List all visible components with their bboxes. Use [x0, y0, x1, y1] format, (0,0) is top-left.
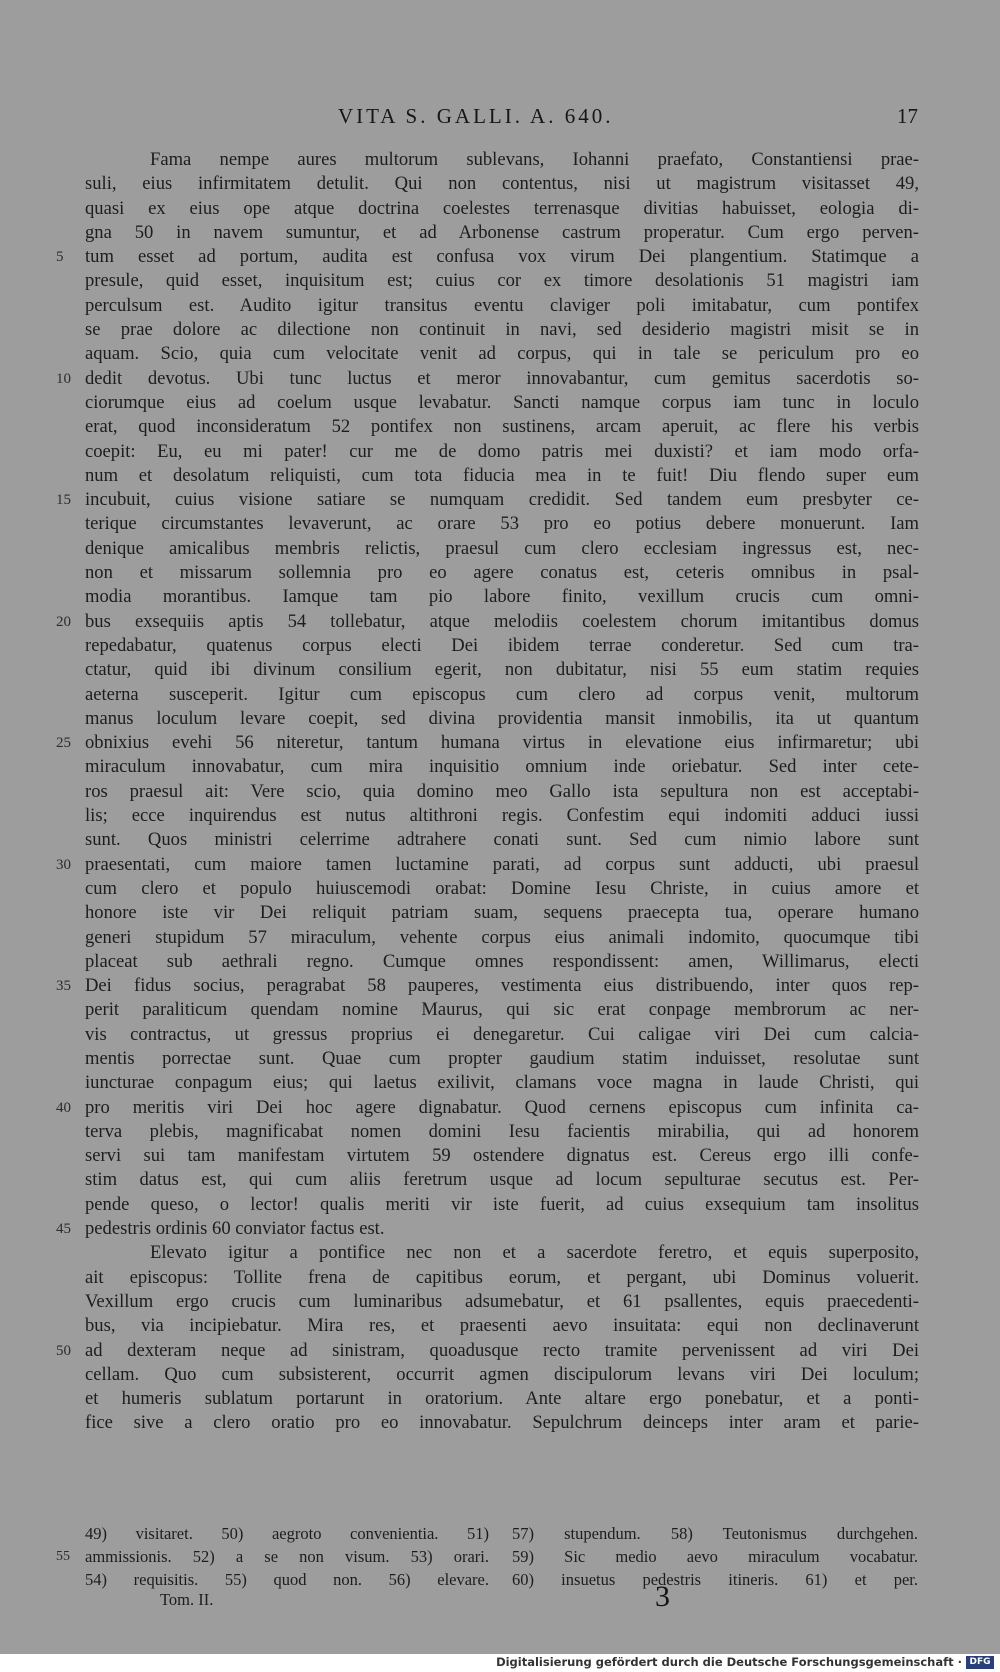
text-line	[0, 707, 1000, 731]
line-text: coepit: Eu, eu mi pater! cur me de domo patris mei duxisti? et iam modo orfa-	[85, 440, 919, 462]
text-line	[0, 512, 1000, 536]
line-text: placeat sub aethrali regno. Cumque omnes respondissent: amen, Willimarus, electi	[85, 950, 919, 972]
line-text: manus loculum levare coepit, sed divina providentia mansit inmobilis, ita ut quantum	[85, 707, 919, 729]
line-text: Vexillum ergo crucis cum luminaribus adsumebatur, et 61 psallentes, equis praecedenti-	[85, 1290, 919, 1312]
line-text: mentis porrectae sunt. Quae cum propter gaudium statim induisset, resolutae sunt	[85, 1047, 919, 1069]
line-text: pro meritis viri Dei hoc agere dignabatur. Quod cernens episcopus cum infinita ca-	[85, 1096, 919, 1118]
text-line	[0, 585, 1000, 609]
text-line	[0, 197, 1000, 221]
line-text: perculsum est. Audito igitur transitus eventu claviger poli imitabatur, cum pontifex	[85, 294, 919, 316]
text-line	[0, 172, 1000, 196]
text-line	[0, 780, 1000, 804]
line-text: ad dexteram neque ad sinistram, quoadusque recto tramite pervenissent ad viri Dei	[85, 1339, 919, 1361]
text-line	[0, 537, 1000, 561]
line-text: se prae dolore ac dilectione non continuit in navi, sed desiderio magistri misit se in	[85, 319, 919, 341]
line-text: quasi ex eius ope atque doctrina coelestes terrenasque divitias habuisset, eologia di-	[85, 197, 919, 219]
text-line	[0, 1168, 1000, 1192]
line-text: honore iste vir Dei reliquit patriam suam, sequens praecepta tua, operare humano	[85, 902, 919, 924]
line-text: Elevato igitur a pontifice nec non et a sacerdote feretro, et equis superposito,	[150, 1242, 919, 1264]
footnote-right: 59) Sic medio aevo miraculum vocabatur.	[512, 1547, 918, 1566]
line-text: perit paraliticum quendam nomine Maurus, qui sic erat conpage membrorum ac ner-	[85, 999, 919, 1021]
text-line	[0, 148, 1000, 172]
line-text: praesentati, cum maiore tamen luctamine parati, ad corpus sunt adducti, ubi praesul	[85, 853, 919, 875]
text-line	[0, 391, 1000, 415]
line-text: Dei fidus socius, peragrabat 58 pauperes, vestimenta eius distribuendo, inter quos rep-	[85, 975, 919, 997]
footnote-line	[0, 1545, 1000, 1568]
text-line	[0, 683, 1000, 707]
text-line	[0, 1071, 1000, 1095]
line-text: presule, quid esset, inquisitum est; cuius cor ex timore desolationis 51 magistri iam	[85, 270, 919, 292]
text-line	[0, 1339, 1000, 1363]
line-text: incubuit, cuius visione satiare se numquam credidit. Sed tandem eum presbyter ce-	[85, 489, 919, 511]
text-line	[0, 1023, 1000, 1047]
line-text: obnixius evehi 56 niteretur, tantum humana virtus in elevatione eius infirmaretur; ubi	[85, 732, 919, 754]
signature-mark: 3	[655, 1580, 670, 1613]
footnote-right: 57) stupendum. 58) Teutonismus durchgehen.	[512, 1524, 918, 1543]
line-text: modia morantibus. Iamque tam pio labore finito, vexillum crucis cum omni-	[85, 586, 919, 608]
line-text: denique amicalibus membris relictis, praesul cum clero ecclesiam ingressus est, nec-	[85, 537, 919, 559]
line-text: et humeris sublatum portarunt in oratorium. Ante altare ergo ponebatur, et a ponti-	[85, 1388, 919, 1410]
line-text: terva plebis, magnificabat nomen domini Iesu facientis mirabilia, qui ad honorem	[85, 1120, 919, 1142]
line-number: 50	[56, 1342, 71, 1359]
line-text: non et missarum sollemnia pro eo agere conatus est, ceteris omnibus in psal-	[85, 562, 919, 584]
digitization-footer	[0, 1654, 1000, 1672]
line-number: 30	[56, 856, 71, 873]
text-line	[0, 828, 1000, 852]
line-text: cellam. Quo cum subsisterent, occurrit agmen discipulorum levans viri Dei loculum;	[85, 1363, 919, 1385]
text-line	[0, 1266, 1000, 1290]
line-number: 5	[56, 249, 64, 266]
line-text: miraculum innovabatur, cum mira inquisitio omnium inde oriebatur. Sed inter cete-	[85, 756, 919, 778]
line-text: sunt. Quos ministri celerrime adtrahere conati sunt. Sed cum nimio labore sunt	[85, 829, 919, 851]
line-text: ctatur, quid ibi divinum consilium egerit, non dubitatur, nisi 55 eum statim requies	[85, 659, 919, 681]
line-text: erat, quod inconsideratum 52 pontifex non sustinens, arcam aperuit, ac flere his verbis	[85, 416, 919, 438]
text-line	[0, 1363, 1000, 1387]
footnote-right: 60) insuetus pedestris itineris. 61) et per.	[512, 1570, 918, 1589]
line-text: cum clero et populo huiuscemodi orabat: Domine Iesu Christe, in cuius amore et	[85, 877, 919, 899]
line-number: 15	[56, 492, 71, 509]
line-number: 35	[56, 978, 71, 995]
text-line	[0, 658, 1000, 682]
text-line	[0, 221, 1000, 245]
line-text: pende queso, o lector! qualis meriti vir iste fuerit, ad cuius exsequium tam insolitus	[85, 1193, 919, 1215]
footnote-line	[0, 1568, 1000, 1591]
line-text: pedestris ordinis 60 conviator factus est.	[85, 1218, 385, 1240]
line-text: ros praesul ait: Vere scio, quia domino meo Gallo ista sepultura non est acceptabi-	[85, 780, 919, 802]
text-line	[0, 634, 1000, 658]
line-text: Fama nempe aures multorum sublevans, Iohanni praefato, Constantiensi prae-	[150, 149, 919, 170]
text-line	[0, 318, 1000, 342]
line-text: servi sui tam manifestam virtutem 59 ostendere dignatus est. Cereus ergo illi confe-	[85, 1145, 919, 1167]
text-line	[0, 1217, 1000, 1241]
text-line	[0, 488, 1000, 512]
line-text: ait episcopus: Tollite frena de capitibus eorum, et pergant, ubi Dominus voluerit.	[85, 1266, 919, 1288]
text-line	[0, 974, 1000, 998]
text-line	[0, 1387, 1000, 1411]
line-number: 40	[56, 1099, 71, 1116]
line-text: vis contractus, ut gressus proprius ei denegaretur. Cui caligae viri Dei cum calcia-	[85, 1023, 919, 1045]
line-text: aeterna susceperit. Igitur cum episcopus cum clero ad corpus venit, multorum	[85, 683, 919, 705]
text-line	[0, 950, 1000, 974]
line-text: num et desolatum reliquisti, cum tota fiducia mea in te fuit! Diu flendo super eum	[85, 464, 919, 486]
line-text: fice sive a clero oratio pro eo innovabatur. Sepulchrum deinceps inter aram et parie-	[85, 1412, 919, 1434]
text-line	[0, 1096, 1000, 1120]
text-line	[0, 1047, 1000, 1071]
line-number: 20	[56, 613, 71, 630]
line-text: ciorumque eius ad coelum usque levabatur. Sancti namque corpus iam tunc in loculo	[85, 391, 919, 413]
page-number: 17	[897, 104, 918, 128]
line-text: iuncturae conpagum eius; qui laetus exilivit, clamans voce magna in laude Christi, qui	[85, 1072, 919, 1094]
text-line	[0, 901, 1000, 925]
text-line	[0, 342, 1000, 366]
text-line	[0, 755, 1000, 779]
running-title: VITA S. GALLI. A. 640.	[338, 104, 614, 128]
line-text: suli, eius infirmitatem detulit. Qui non contentus, nisi ut magistrum visitasset 49,	[85, 173, 919, 195]
text-line	[0, 245, 1000, 269]
text-line	[0, 610, 1000, 634]
line-text: bus exsequiis aptis 54 tollebatur, atque melodiis coelestem chorum imitantibus domus	[85, 610, 919, 632]
line-text: tum esset ad portum, audita est confusa vox virum Dei plangentium. Statimque a	[85, 246, 919, 268]
text-line	[0, 731, 1000, 755]
text-line	[0, 294, 1000, 318]
line-text: bus, via incipiebatur. Mira res, et praesenti aevo insuitata: equi non declinaverunt	[85, 1315, 919, 1337]
footnote-left: 49) visitaret. 50) aegroto convenientia. 51)	[85, 1524, 489, 1543]
text-line	[0, 926, 1000, 950]
text-line	[0, 367, 1000, 391]
text-line	[0, 877, 1000, 901]
line-number: 10	[56, 370, 71, 387]
text-line	[0, 1144, 1000, 1168]
text-line	[0, 853, 1000, 877]
text-line	[0, 1411, 1000, 1435]
body-text	[0, 148, 1000, 1436]
line-text: generi stupidum 57 miraculum, vehente corpus eius animali indomito, quocumque tibi	[85, 926, 919, 948]
line-text: lis; ecce inquirendus est nutus altithroni regis. Confestim equi indomiti adduci iussi	[85, 805, 919, 827]
text-line	[0, 1193, 1000, 1217]
line-text: gna 50 in navem sumuntur, et ad Arbonense castrum properatur. Cum ergo perven-	[85, 221, 919, 243]
footnotes	[0, 1522, 1000, 1591]
line-text: dedit devotus. Ubi tunc luctus et meror innovabantur, cum gemitus sacerdotis so-	[85, 367, 919, 389]
line-text: stim datus est, qui cum aliis feretrum usque ad locum sepulturae secutus est. Per-	[85, 1169, 919, 1191]
line-text: repedabatur, quatenus corpus electi Dei ibidem terrae conderetur. Sed cum tra-	[85, 634, 919, 656]
line-text: aquam. Scio, quia cum velocitate venit ad corpus, qui in tale se periculum pro eo	[85, 343, 919, 365]
text-line	[0, 1314, 1000, 1338]
line-text: terique circumstantes levaverunt, ac orare 53 pro eo potius debere monuerunt. Iam	[85, 513, 919, 535]
page-header	[83, 104, 918, 130]
text-line	[0, 1290, 1000, 1314]
text-line	[0, 269, 1000, 293]
text-line	[0, 561, 1000, 585]
text-line	[0, 804, 1000, 828]
footnote-left: 54) requisitis. 55) quod non. 56) elevare.	[85, 1570, 489, 1589]
text-line	[0, 464, 1000, 488]
footnote-left: ammissionis. 52) a se non visum. 53) orari.	[85, 1547, 489, 1566]
text-line	[0, 1120, 1000, 1144]
line-number: 55	[56, 1549, 70, 1564]
text-line	[0, 415, 1000, 439]
volume-label: Tom. II.	[160, 1590, 214, 1609]
funding-credit: Digitalisierung gefördert durch die Deutsche Forschungsgemeinschaft ·	[496, 1655, 962, 1669]
line-number: 25	[56, 735, 71, 752]
text-line	[0, 440, 1000, 464]
text-line	[0, 998, 1000, 1022]
text-line	[0, 1241, 1000, 1265]
line-number: 45	[56, 1221, 71, 1238]
footnote-line	[0, 1522, 1000, 1545]
dfg-logo[interactable]: DFG	[966, 1656, 994, 1669]
